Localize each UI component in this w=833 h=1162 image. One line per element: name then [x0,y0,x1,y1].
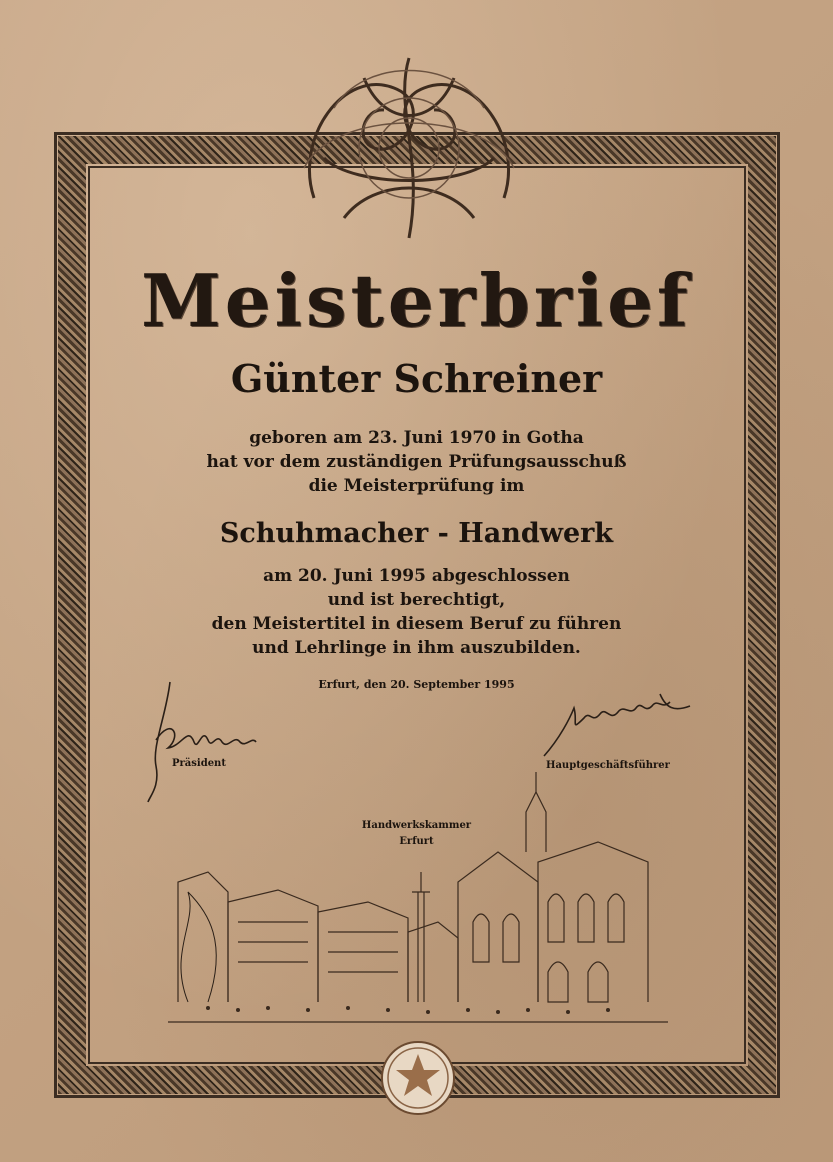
manager-label: Hauptgeschäftsführer [546,760,670,771]
town-hall-illustration-icon [168,772,668,1034]
chamber-line: Handwerkskammer [361,820,472,831]
trade-title: Schuhmacher - Handwerk [219,518,614,549]
chamber-line: Erfurt [399,836,434,847]
president-label: Präsident [172,758,226,769]
text-line: und Lehrlinge in ihm auszubilden. [252,638,581,658]
place-and-date: Erfurt, den 20. September 1995 [318,678,515,691]
flourish-ornament-icon [284,48,534,248]
text-line: den Meistertitel in diesem Beruf zu führen [211,614,622,634]
text-line: die Meisterprüfung im [308,476,525,496]
text-line: und ist berechtigt, [327,590,506,610]
certificate-title: Meisterbrief [141,258,692,343]
master-name: Günter Schreiner [230,356,603,401]
text-line: hat vor dem zuständigen Prüfungsausschuß [206,452,627,472]
text-line: am 20. Juni 1995 abgeschlossen [263,566,570,586]
manager-signature-icon [540,688,700,760]
chamber-emblem-icon [380,1040,456,1116]
text-line: geboren am 23. Juni 1970 in Gotha [249,428,584,448]
